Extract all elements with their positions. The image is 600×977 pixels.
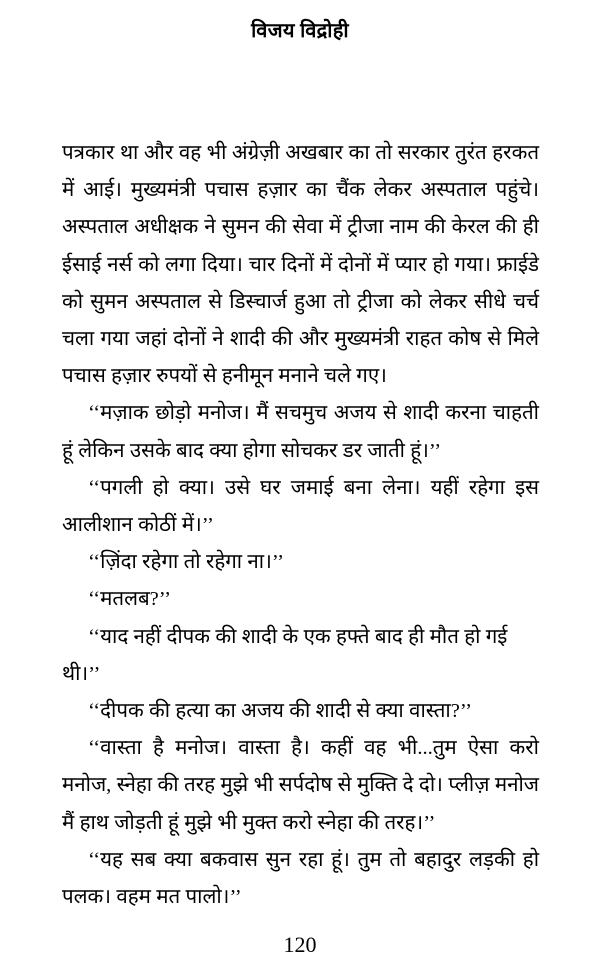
paragraph-dialogue-5: ‘‘याद नहीं दीपक की शादी के एक हफ्ते बाद ही मौत हो गई थी।’’ [62, 625, 508, 685]
paragraph-dialogue-2: ‘‘पगली हो क्या। उसे घर जमाई बना लेना। यहीं रहेगा इस आलीशान कोठीं में।’’ [62, 476, 539, 537]
paragraph-dialogue-4: ‘‘मतलब?’’ [88, 588, 171, 611]
paragraph-dialogue-1: ‘‘मज़ाक छोड़ो मनोज। मैं सचमुच अजय से शादी करना चाहती हूं लेकिन उसके बाद क्या होगा सोचकर डर जाती हूं।’’ [62, 402, 539, 462]
paragraph-dialogue-8: ‘‘यह सब क्या बकवास सुन रहा हूं। तुम तो बहादुर लड़की हो पलक। वहम मत पालो।’’ [62, 848, 539, 909]
paragraph-dialogue-7: ‘‘वास्ता है मनोज। वास्ता है। कहीं वह भी...तुम ऐसा करो मनोज, स्नेहा की तरह मुझे भी सर्पदोष से मुक्ति दे दो। प्लीज़ मनोज मैं हाथ जोड़ती हूं मुझे भी मुक्त करो स्नेहा की तरह।’’ [62, 737, 539, 834]
body-text-block [62, 135, 539, 916]
page-number: 120 [283, 932, 317, 957]
running-head: विजय विद्रोही [251, 20, 349, 42]
paragraph-dialogue-6: ‘‘दीपक की हत्या का अजय की शादी से क्या वास्ता?’’ [88, 700, 472, 723]
paragraph-dialogue-3: ‘‘ज़िंदा रहेगा तो रहेगा ना।’’ [88, 551, 284, 574]
paragraph-narrative-opening: पत्रकार था और वह भी अंग्रेज़ी अखबार का तो सरकार तुरंत हरकत में आई। मुख्यमंत्री पचास हज़ार का चैंक लेकर अस्पताल पहुंचे। अस्पताल अधीक्षक ने सुमन की सेवा में ट्रीजा नाम की केरल की ही ईसाई नर्स को लगा दिया। चार दिनों में दोनों में प्यार हो गया। फ्राईडे को सुमन अस्पताल से डिस्चार्ज हुआ तो ट्रीजा को लेकर सीधे चर्च चला गया जहां दोनों ने शादी की और मुख्यमंत्री राहत कोष से मिले पचास हज़ार रुपयों से हनीमून मनाने चले गए। [62, 142, 539, 388]
